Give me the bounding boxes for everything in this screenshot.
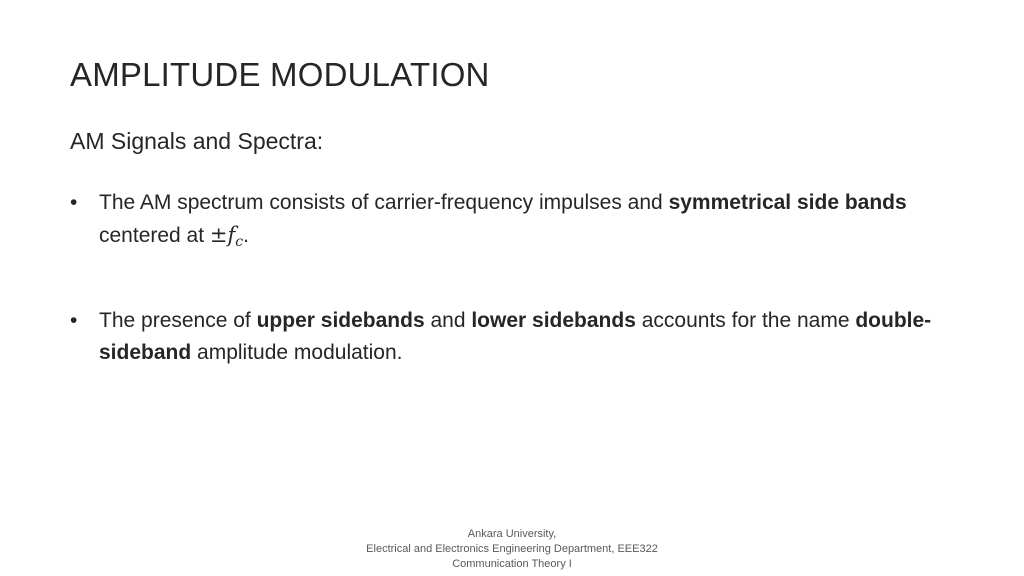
bullet-text: The presence of [99, 309, 257, 332]
plus-minus-symbol: ± [209, 223, 228, 247]
bullet-text: . [243, 224, 249, 247]
footer-line-department: Electrical and Electronics Engineering Department, EEE322 [366, 543, 658, 555]
bullet-text: and [424, 309, 472, 332]
bullet-text: accounts for the name [635, 309, 856, 332]
bullet-item-spectrum [70, 187, 940, 252]
slide-footer [312, 527, 712, 572]
slide-subtitle: AM Signals and Spectra: [70, 128, 324, 154]
bold-term: lower sidebands [471, 309, 636, 332]
bullet-marker: • [70, 309, 78, 332]
bullet-list [70, 187, 940, 369]
bold-term: upper sidebands [256, 309, 425, 332]
bullet-marker: • [70, 191, 78, 214]
slide-title: AMPLITUDE MODULATION [70, 56, 490, 93]
bullet-item-sidebands [70, 305, 940, 369]
math-expression [209, 223, 244, 250]
bullet-text: centered at [99, 224, 210, 247]
math-subscript: c [235, 234, 244, 250]
footer-line-university: Ankara University, [467, 528, 557, 540]
bold-term: double-sideband [99, 309, 932, 364]
bullet-text: amplitude modulation. [191, 341, 403, 364]
math-variable: f [227, 223, 236, 247]
bold-term: symmetrical side bands [668, 191, 907, 214]
bullet-text: The AM spectrum consists of carrier-frequency impulses and [99, 191, 669, 214]
footer-line-course: Communication Theory I [452, 558, 572, 570]
